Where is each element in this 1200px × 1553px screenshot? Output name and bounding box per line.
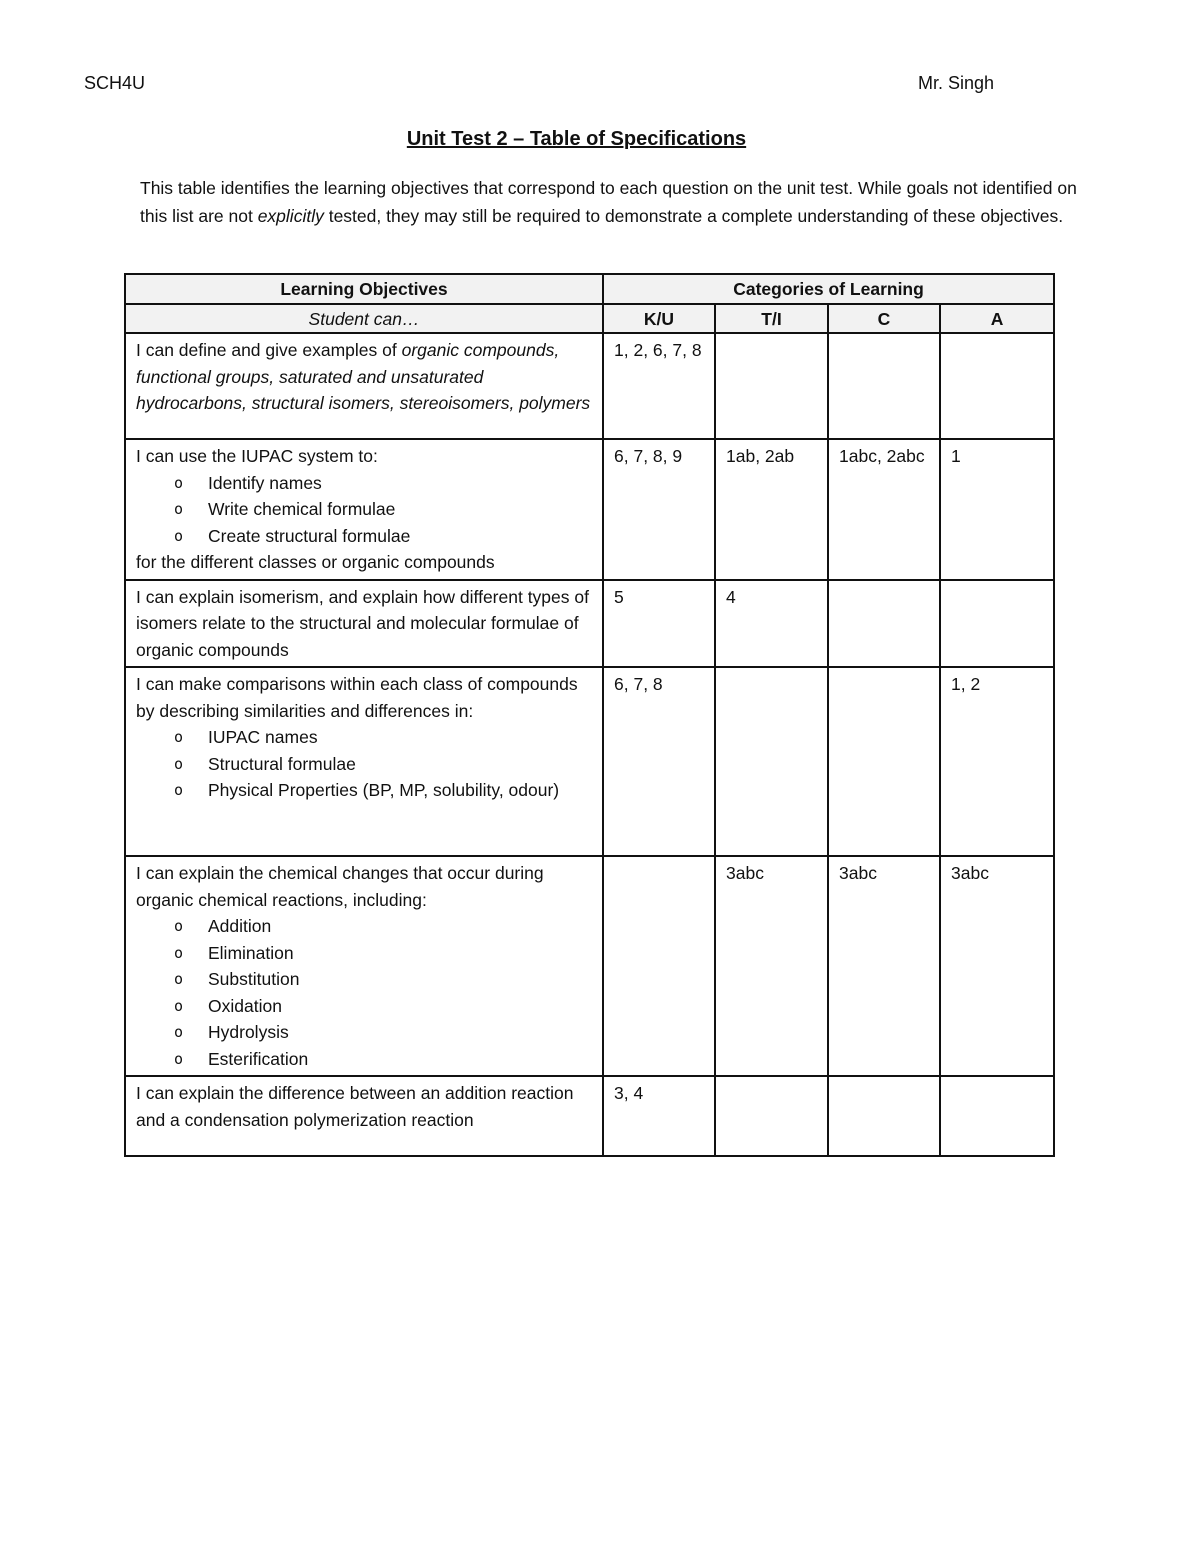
ku-cell: 6, 7, 8: [603, 667, 715, 856]
objective-bullet-list: [136, 913, 592, 1072]
table-row: [125, 333, 1054, 439]
intro-paragraph: [140, 174, 1080, 230]
intro-emphasis: explicitly: [257, 206, 324, 226]
teacher-name: Mr. Singh: [918, 73, 995, 93]
header-categories: Categories of Learning: [603, 274, 1054, 304]
page-title: Unit Test 2 – Table of Specifications: [406, 128, 747, 150]
ti-cell: [715, 667, 828, 856]
table-row: [125, 667, 1054, 856]
ti-cell: 3abc: [715, 856, 828, 1076]
objective-tail-text: for the different classes or organic compounds: [136, 552, 495, 572]
c-cell: [828, 1076, 940, 1156]
list-item: o Elimination: [136, 940, 592, 967]
ku-cell: 1, 2, 6, 7, 8: [603, 333, 715, 439]
a-cell: 1: [940, 439, 1054, 580]
list-item: o Identify names: [136, 470, 592, 497]
ti-cell: [715, 333, 828, 439]
a-cell: [940, 1076, 1054, 1156]
list-item: o IUPAC names: [136, 724, 592, 751]
ti-cell: 4: [715, 580, 828, 668]
list-item: o Esterification: [136, 1046, 592, 1073]
header-ku: K/U: [603, 304, 715, 334]
table-row: [125, 1076, 1054, 1156]
c-cell: 1abc, 2abc: [828, 439, 940, 580]
a-cell: [940, 333, 1054, 439]
a-cell: 1, 2: [940, 667, 1054, 856]
c-cell: [828, 580, 940, 668]
a-cell: [940, 580, 1054, 668]
a-cell: 3abc: [940, 856, 1054, 1076]
ku-cell: 6, 7, 8, 9: [603, 439, 715, 580]
list-item: o Oxidation: [136, 993, 592, 1020]
list-item: o Physical Properties (BP, MP, solubility, odour): [136, 777, 592, 804]
objective-cell: I can explain the difference between an addition reaction and a condensation polymerization reaction: [125, 1076, 603, 1156]
objective-text: I can explain the chemical changes that occur during organic chemical reactions, including:: [136, 863, 544, 910]
intro-text-1: This table identifies the learning objectives that correspond to each question on the unit test. While goals not identified on this list are not: [140, 178, 1077, 226]
list-item: o Structural formulae: [136, 751, 592, 778]
c-cell: [828, 667, 940, 856]
objective-text: I can use the IUPAC system to:: [136, 446, 378, 466]
list-item: o Substitution: [136, 966, 592, 993]
header-student-can: [125, 304, 603, 334]
header-ti: T/I: [715, 304, 828, 334]
ku-cell: 3, 4: [603, 1076, 715, 1156]
list-item: o Hydrolysis: [136, 1019, 592, 1046]
list-item: o Create structural formulae: [136, 523, 592, 550]
ti-cell: [715, 1076, 828, 1156]
ti-cell: 1ab, 2ab: [715, 439, 828, 580]
c-cell: [828, 333, 940, 439]
objective-cell: I can explain isomerism, and explain how different types of isomers relate to the structural and molecular formulae of organic compounds: [125, 580, 603, 668]
header-objectives-label: Learning Objectives: [280, 279, 448, 299]
list-item: o Addition: [136, 913, 592, 940]
specifications-table: [124, 273, 1055, 1157]
objective-italic-text: organic compounds, functional groups, saturated and unsaturated hydrocarbons, structural isomers, stereoisomers, polymers: [136, 340, 591, 413]
objective-cell: [125, 667, 603, 856]
objective-text: I can define and give examples of: [136, 340, 402, 360]
header-learning-objectives: [125, 274, 603, 304]
objective-cell: [125, 856, 603, 1076]
header-student-can-label: Student can…: [308, 308, 420, 329]
ku-cell: 5: [603, 580, 715, 668]
objective-cell: [125, 333, 603, 439]
table-row: [125, 439, 1054, 580]
objective-bullet-list: [136, 470, 592, 550]
ku-cell: [603, 856, 715, 1076]
course-code: SCH4U: [84, 73, 146, 93]
list-item: o Write chemical formulae: [136, 496, 592, 523]
table-row: [125, 580, 1054, 668]
objective-text: I can make comparisons within each class of compounds by describing similarities and differences in:: [136, 674, 578, 721]
header-a: A: [940, 304, 1054, 334]
c-cell: 3abc: [828, 856, 940, 1076]
header-c: C: [828, 304, 940, 334]
intro-text-2: tested, they may still be required to demonstrate a complete understanding of these objectives.: [323, 206, 1064, 226]
objective-bullet-list: [136, 724, 592, 804]
objective-cell: [125, 439, 603, 580]
table-row: [125, 856, 1054, 1076]
